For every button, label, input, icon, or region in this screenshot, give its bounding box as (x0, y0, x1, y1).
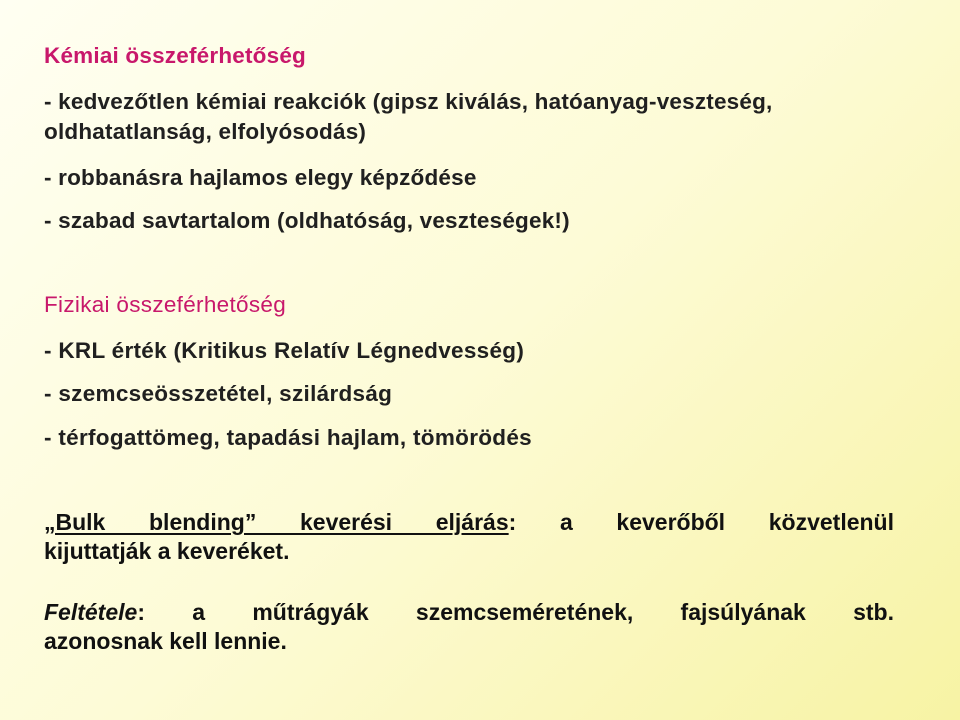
chemical-compatibility-heading: Kémiai összeférhetőség (44, 43, 306, 68)
condition-paragraph (44, 598, 894, 656)
condition-description: : a műtrágyák szemcseméretének, fajsúlyának stb. (137, 599, 894, 625)
physical-item-krl: - KRL érték (Kritikus Relatív Légnedvesség) (44, 338, 525, 363)
chemical-item-explosive-mixture: - robbanásra hajlamos elegy képződése (44, 165, 477, 190)
bulk-blending-term: „Bulk blending” keverési eljárás (44, 509, 509, 535)
condition-line-2: azonosnak kell lennie. (44, 628, 287, 654)
physical-item-particle-composition: - szemcseösszetétel, szilárdság (44, 381, 393, 406)
condition-line-1 (44, 598, 894, 627)
chemical-item-reactions: - kedvezőtlen kémiai reakciók (gipsz kiválás, hatóanyag-veszteség, (44, 89, 773, 114)
bulk-blending-paragraph (44, 508, 894, 566)
bulk-blending-description: : a keverőből közvetlenül (508, 509, 894, 535)
bulk-blending-line-1 (44, 508, 894, 537)
condition-term: Feltétele (44, 599, 138, 625)
chemical-item-reactions-continued: oldhatatlanság, elfolyósodás) (44, 119, 367, 144)
physical-item-bulk-density: - térfogattömeg, tapadási hajlam, tömörödés (44, 425, 532, 450)
physical-compatibility-heading: Fizikai összeférhetőség (44, 292, 287, 317)
chemical-item-free-acid: - szabad savtartalom (oldhatóság, veszteségek!) (44, 208, 570, 233)
bulk-blending-line-2: kijuttatják a keveréket. (44, 538, 290, 564)
